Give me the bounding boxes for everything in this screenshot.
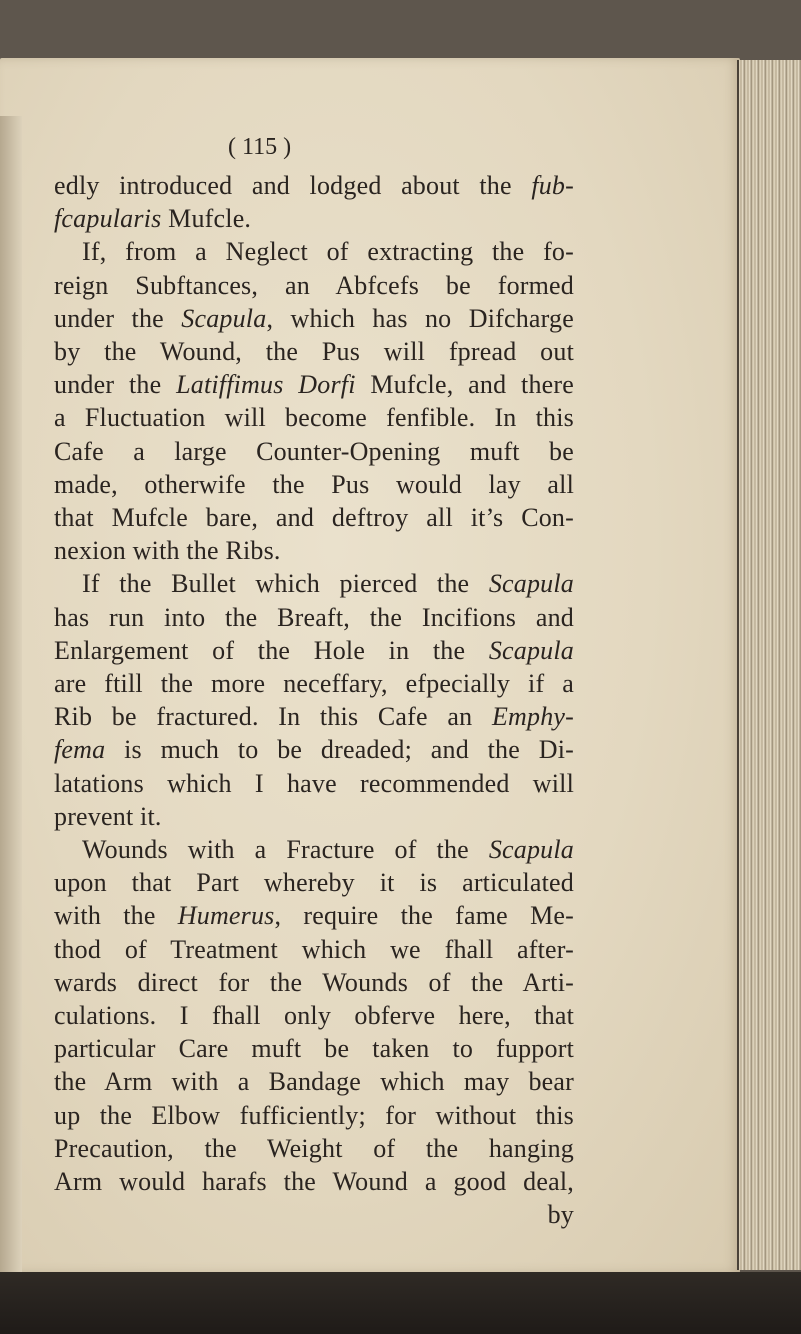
page-number: ( 115 ) xyxy=(228,134,292,160)
book-bottom-edge xyxy=(0,1272,801,1334)
text-line xyxy=(54,567,574,600)
text-line xyxy=(54,335,574,368)
italic-text: Emphy- xyxy=(491,702,574,732)
text-run: nexion with the Ribs. xyxy=(54,536,281,566)
text-run: , which has no Difcharge xyxy=(266,303,574,333)
text-line xyxy=(54,700,574,733)
text-line xyxy=(54,667,574,700)
text-run: particular Care muft be taken to fupport xyxy=(54,1034,574,1064)
text-line xyxy=(54,966,574,999)
italic-text: fub- xyxy=(531,171,574,200)
text-run: If the Bullet which pierced the xyxy=(82,569,489,599)
page-left-edge xyxy=(0,116,22,1331)
text-run: prevent it. xyxy=(54,801,162,831)
text-line xyxy=(54,169,574,202)
italic-text: Scapula xyxy=(488,569,574,599)
italic-text: Latiffimus Dorfi xyxy=(176,370,356,400)
italic-text: fema xyxy=(54,735,106,765)
book-spine-edges xyxy=(737,60,801,1270)
text-line xyxy=(54,1032,574,1065)
text-line xyxy=(54,368,574,401)
text-line xyxy=(54,202,574,235)
body-text xyxy=(54,169,574,1232)
text-line xyxy=(54,999,574,1032)
text-run: latations which I have recommended will xyxy=(54,768,574,798)
text-run: , require the fame Me- xyxy=(274,901,574,931)
text-line xyxy=(54,1099,574,1132)
text-run: wards direct for the Wounds of the Arti- xyxy=(54,967,574,997)
text-run: are ftill the more neceffary, efpecially if a xyxy=(54,669,574,699)
text-line xyxy=(54,634,574,667)
text-run: thod of Treatment which we fhall after- xyxy=(54,934,574,964)
text-line xyxy=(54,1065,574,1098)
text-run: the Arm with a Bandage which may bear xyxy=(54,1067,574,1097)
text-line xyxy=(54,501,574,534)
text-run: by the Wound, the Pus will fpread out xyxy=(54,337,574,367)
text-run: with the xyxy=(54,901,178,931)
text-run: under the xyxy=(54,303,182,333)
text-run: Mufcle, and there xyxy=(355,370,575,400)
text-line xyxy=(54,534,574,567)
text-line xyxy=(54,866,574,899)
text-run: Precaution, the Weight of the hanging xyxy=(54,1133,574,1163)
text-line xyxy=(54,435,574,468)
text-run: up the Elbow fufficiently; for without this xyxy=(54,1100,574,1130)
text-run: that Mufcle bare, and deftroy all it’s Con- xyxy=(54,503,574,533)
text-run: culations. I fhall only obferve here, that xyxy=(54,1001,574,1031)
text-line xyxy=(54,833,574,866)
text-line xyxy=(54,601,574,634)
text-run: Cafe a large Counter-Opening muft be xyxy=(54,436,574,466)
text-run: is much to be dreaded; and the Di- xyxy=(105,735,574,765)
text-run: upon that Part whereby it is articulated xyxy=(54,868,574,898)
italic-text: fcapularis xyxy=(54,204,162,234)
catchword: by xyxy=(547,1200,574,1230)
text-line xyxy=(54,1132,574,1165)
text-run: under the xyxy=(54,370,177,400)
text-run: has run into the Breaft, the Incifions and xyxy=(54,602,574,632)
italic-text: Scapula xyxy=(181,303,267,333)
italic-text: Scapula xyxy=(488,835,574,865)
text-line xyxy=(54,933,574,966)
text-line xyxy=(54,468,574,501)
italic-text: Scapula xyxy=(488,635,574,665)
text-run: Wounds with a Fracture of the xyxy=(82,835,489,865)
text-run: reign Subftances, an Abfcefs be formed xyxy=(54,270,574,300)
text-line xyxy=(54,235,574,268)
text-line xyxy=(54,302,574,335)
text-line xyxy=(54,1165,574,1198)
text-line xyxy=(54,899,574,932)
text-line xyxy=(54,269,574,302)
text-run: Mufcle. xyxy=(161,204,252,234)
text-run: If, from a Neglect of extracting the fo- xyxy=(82,237,574,267)
text-run: a Fluctuation will become fenfible. In this xyxy=(54,403,574,433)
text-run: edly introduced and lodged about the xyxy=(54,171,532,200)
text-run: made, otherwife the Pus would lay all xyxy=(54,469,574,499)
text-run: Arm would harafs the Wound a good deal, xyxy=(54,1167,574,1197)
text-line xyxy=(54,767,574,800)
text-line xyxy=(54,800,574,833)
text-line xyxy=(54,733,574,766)
text-run: Rib be fractured. In this Cafe an xyxy=(54,702,492,732)
italic-text: Humerus xyxy=(177,901,275,931)
text-run: Enlargement of the Hole in the xyxy=(54,635,489,665)
text-line xyxy=(54,401,574,434)
